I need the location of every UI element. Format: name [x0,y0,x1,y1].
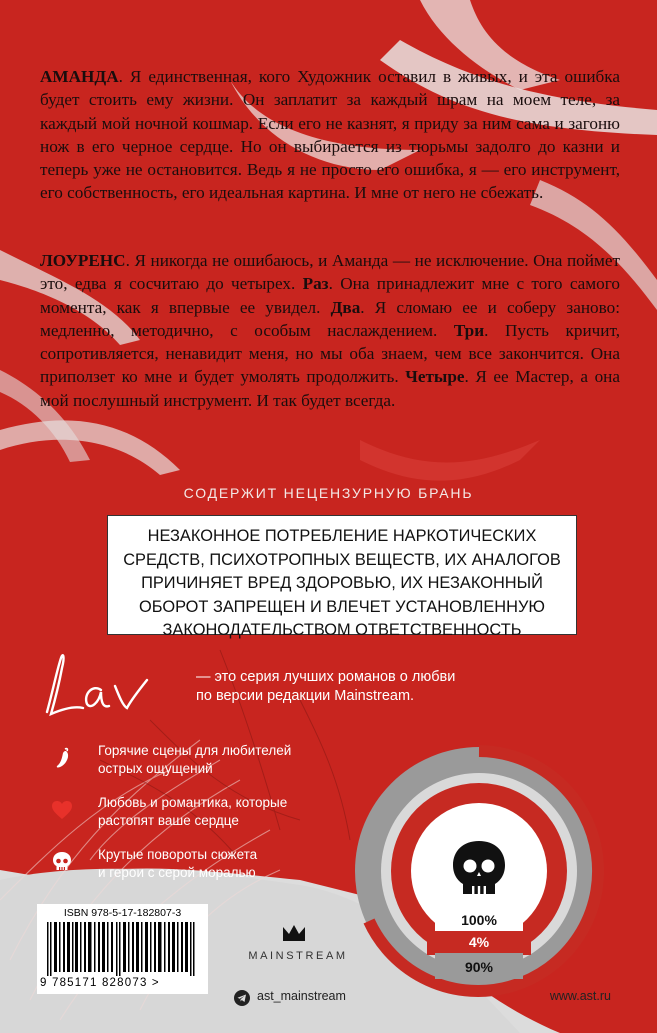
blurb-lawrence-text-5: . Я ее Мастер, а она мой послушный инструмент. И так будет всегда. [40,367,621,410]
series-line-2: по версии редакции Mainstream. [196,688,415,704]
isbn-barcode-block [37,904,208,994]
blurb-amanda-text: . Я единственная, кого Художник оставил в живых, и эта ошибка будет стоить ему жизни. Он заплатит за каждый шрам на моем теле, за каждый мой ночной кошмар. Если его не казнят, я приду за ним сама и загоню нож в его черное сердце. Но он выбирается из тюрьмы задолго до казни и теперь уже не остановится. Ведь я не просто его ошибка, я — его инструмент, его собственность, его идеальная картина. И мне от него не сбежать. [40,67,620,203]
barcode [47,922,197,976]
feature-hot-scenes [50,742,370,782]
telegram-icon [234,990,250,1006]
blurb-amanda [40,65,620,205]
blurb-lawrence-text-3: . Я сломаю ее и соберу заново: медленно, методично, с особым наслаждением. [40,297,620,340]
gauge-value-1: 100% [461,912,497,928]
publisher-name: MAINSTREAM [248,950,348,962]
isbn-digits: 9 785171 828073 > [40,977,160,989]
count-one: Раз [302,274,329,294]
skull-icon [50,850,74,874]
count-three: Три [453,320,485,340]
chili-pepper-icon [50,746,74,770]
count-two: Два [330,297,361,317]
count-four: Четыре [405,367,465,387]
gauge-value-2: 4% [468,934,490,950]
telegram-handle[interactable]: ast_mainstream [257,989,346,1003]
feature-romance [50,794,370,834]
isbn-label: ISBN 978-5-17-182807-3 [63,907,182,919]
gauge-value-3: 90% [464,959,494,975]
feature-plot-twists [50,846,370,886]
blurb-lawrence-text-1: . Я никогда не ошибаюсь, и Аманда — не исключение. Она поймет это, едва я сосчитаю до четырех. [40,251,620,294]
feature-line: Горячие сцены для любителей [98,743,292,758]
blurb-lawrence-text-2: . Она принадлежит мне с того самого момента, как я впервые ее увидел. [40,274,620,317]
feature-line: растопят ваше сердце [98,813,239,828]
drug-warning-box [107,515,577,639]
series-description [196,668,455,706]
feature-line: Крутые повороты сюжета [98,847,258,862]
feature-line: и герои с серой моралью [98,865,256,880]
character-name-lawrence: ЛОУРЕНС [40,251,126,270]
lav-logo [35,650,165,720]
character-name-amanda: АМАНДА [40,67,119,86]
profanity-warning: СОДЕРЖИТ НЕЦЕНЗУРНУЮ БРАНЬ [183,485,474,501]
series-line-1: — это серия лучших романов о любви [196,669,456,685]
feature-line: Любовь и романтика, которые [98,795,288,810]
blurb-lawrence-text-4: . Пусть кричит, сопротивляется, ненавидит меня, но мы оба знаем, чем все закончится. Она приползет ко мне и будет умолять продолжить. [40,320,620,387]
website-link[interactable]: www.ast.ru [549,989,611,1003]
feature-line: острых ощущений [98,761,213,776]
crown-logo-icon [282,924,306,942]
drug-warning-text: НЕЗАКОННОЕ ПОТРЕБЛЕНИЕ НАРКОТИЧЕСКИХ СРЕДСТВ, ПСИХОТРОПНЫХ ВЕЩЕСТВ, ИХ АНАЛОГОВ ПРИЧИНЯЕТ ВРЕД ЗДОРОВЬЮ, ИХ НЕЗАКОННЫЙ ОБОРОТ ЗАПРЕЩЕН И ВЛЕЧЕТ УСТАНОВЛЕННУЮ ЗАКОНОДАТЕЛЬСТВОМ ОТВЕТСТВЕННОСТЬ [123,527,561,639]
heart-icon [50,798,74,822]
blurb-lawrence [40,249,620,412]
